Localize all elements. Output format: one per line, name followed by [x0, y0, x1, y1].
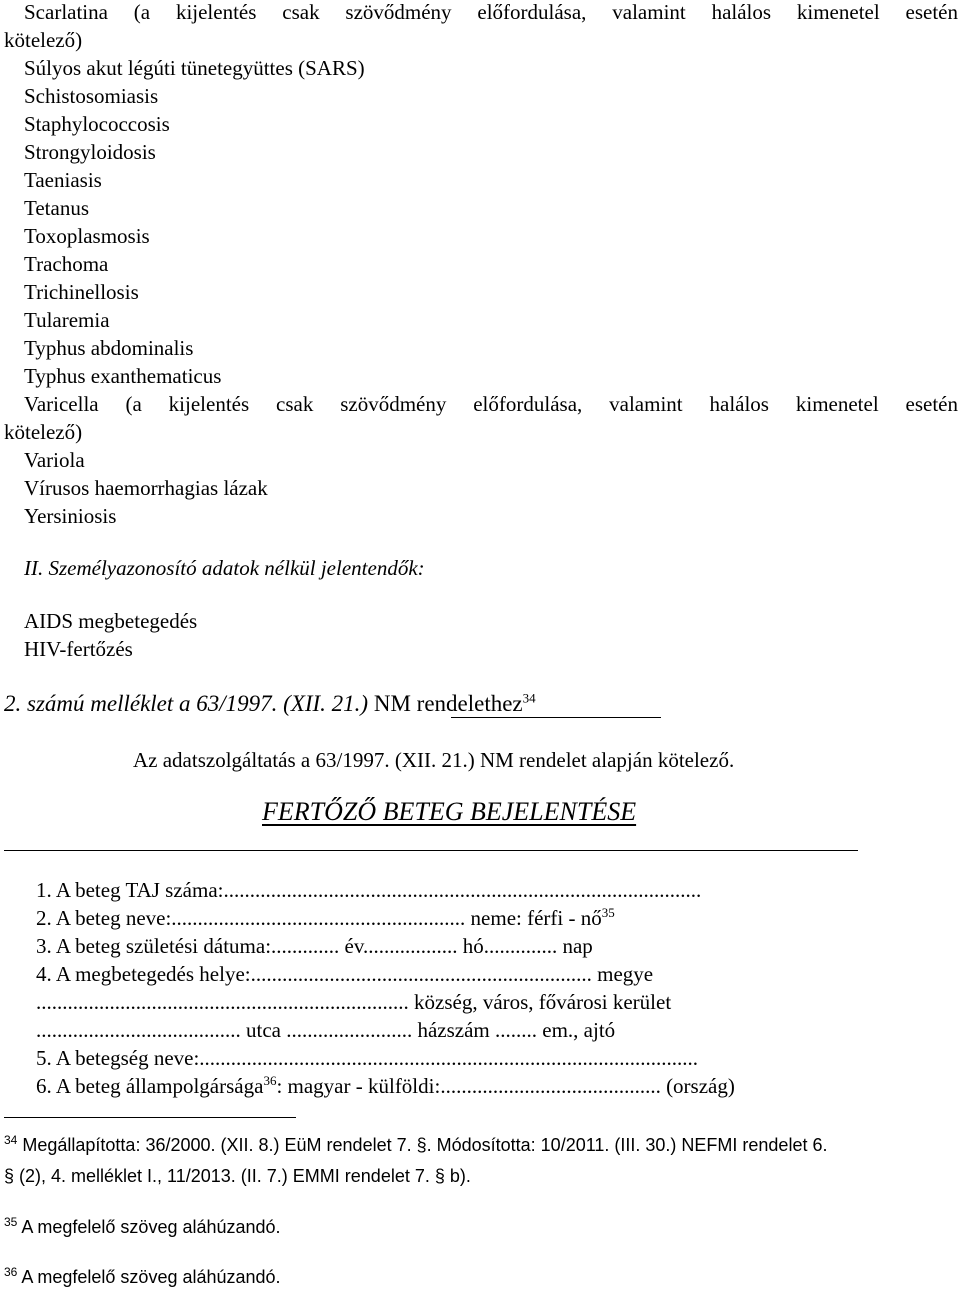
field-location-county: 4. A megbetegedés helye:................................................................. megye: [36, 962, 654, 986]
list-item: Toxoplasmosis: [24, 224, 150, 248]
footnote-35: [4, 1215, 281, 1237]
field-name-gender: [36, 905, 615, 930]
list-item: Strongyloidosis: [24, 140, 156, 164]
footnote-text: A megfelelő szöveg aláhúzandó.: [21, 1267, 281, 1287]
field-taj: 1. A beteg TAJ száma:...........................................................................................: [36, 878, 702, 902]
footnote-ref-34: 34: [522, 690, 536, 706]
annex-heading-italic: 2. számú melléklet a 63/1997. (XII. 21.): [4, 691, 369, 716]
list-item-scarlatina: Scarlatina (a kijelentés csak szövődmény előfordulása, valamint halálos kimenetel esetén: [24, 0, 958, 24]
footnote-number: 36: [4, 1265, 18, 1279]
footnote-ref-36: 36: [263, 1073, 277, 1088]
list-item: Trichinellosis: [24, 280, 139, 304]
list-item: Typhus abdominalis: [24, 336, 194, 360]
footnote-36: [4, 1265, 281, 1287]
footnote-text: A megfelelő szöveg aláhúzandó.: [21, 1217, 281, 1237]
list-item: Tetanus: [24, 196, 90, 220]
list-item: Tularemia: [24, 308, 110, 332]
footnote-number: 34: [4, 1133, 18, 1147]
list-item: Súlyos akut légúti tünetegyüttes (SARS): [24, 56, 365, 80]
list-item-varicella: Varicella (a kijelentés csak szövődmény előfordulása, valamint halálos kimenetel esetén: [24, 392, 958, 416]
form-title: FERTŐZŐ BETEG BEJELENTÉSE: [262, 797, 637, 826]
footnote-number: 35: [4, 1215, 18, 1229]
list-item: Trachoma: [24, 252, 109, 276]
footnote-ref-35: 35: [601, 905, 615, 920]
annex-heading-rest: NM rendelethez: [368, 691, 523, 716]
footnote-34: [4, 1133, 828, 1155]
notice-text: Az adatszolgáltatás a 63/1997. (XII. 21.) NM rendelet alapján kötelező.: [133, 748, 735, 772]
list-item: Staphylococcosis: [24, 112, 170, 136]
field-citizenship-label: 6. A beteg állampolgársága: [36, 1074, 264, 1098]
section-heading: II. Személyazonosító adatok nélkül jelentendők:: [24, 556, 425, 580]
footnote-34-cont: § (2), 4. melléklet I., 11/2013. (II. 7.) EMMI rendelet 7. § b).: [4, 1166, 471, 1186]
list-item: Yersiniosis: [24, 504, 117, 528]
field-citizenship-value: : magyar - külföldi:.......................................... (ország): [276, 1074, 735, 1098]
list-item: Schistosomiasis: [24, 84, 159, 108]
list-item: AIDS megbetegedés: [24, 609, 198, 633]
field-location-town: ....................................................................... község, város, fővárosi kerület: [36, 990, 672, 1014]
list-item: Vírusos haemorrhagias lázak: [24, 476, 268, 500]
field-name-gender-text: 2. A beteg neve:........................................................ neme: férfi - nő: [36, 906, 602, 930]
footnote-separator: [4, 1117, 296, 1118]
list-item: Typhus exanthematicus: [24, 364, 222, 388]
field-disease-name: 5. A betegség neve:...............................................................................................: [36, 1046, 699, 1070]
list-item: HIV-fertőzés: [24, 637, 133, 661]
footnote-text: Megállapította: 36/2000. (XII. 8.) EüM rendelet 7. §. Módosította: 10/2011. (III. 30.) NEFMI rendelet 6.: [22, 1135, 828, 1155]
field-birth-date: 3. A beteg születési dátuma:............. év.................. hó.............. nap: [36, 934, 593, 958]
list-item: Variola: [24, 448, 85, 472]
field-location-street: ....................................... utca ........................ házszám ........ em., ajtó: [36, 1018, 616, 1042]
list-item-varicella-cont: kötelező): [4, 420, 83, 444]
annex-heading-underline: [451, 717, 661, 718]
list-item-scarlatina-cont: kötelező): [4, 28, 83, 52]
list-item: Taeniasis: [24, 168, 102, 192]
field-citizenship: [36, 1073, 735, 1098]
title-divider: [4, 850, 858, 851]
annex-heading: [4, 692, 536, 715]
